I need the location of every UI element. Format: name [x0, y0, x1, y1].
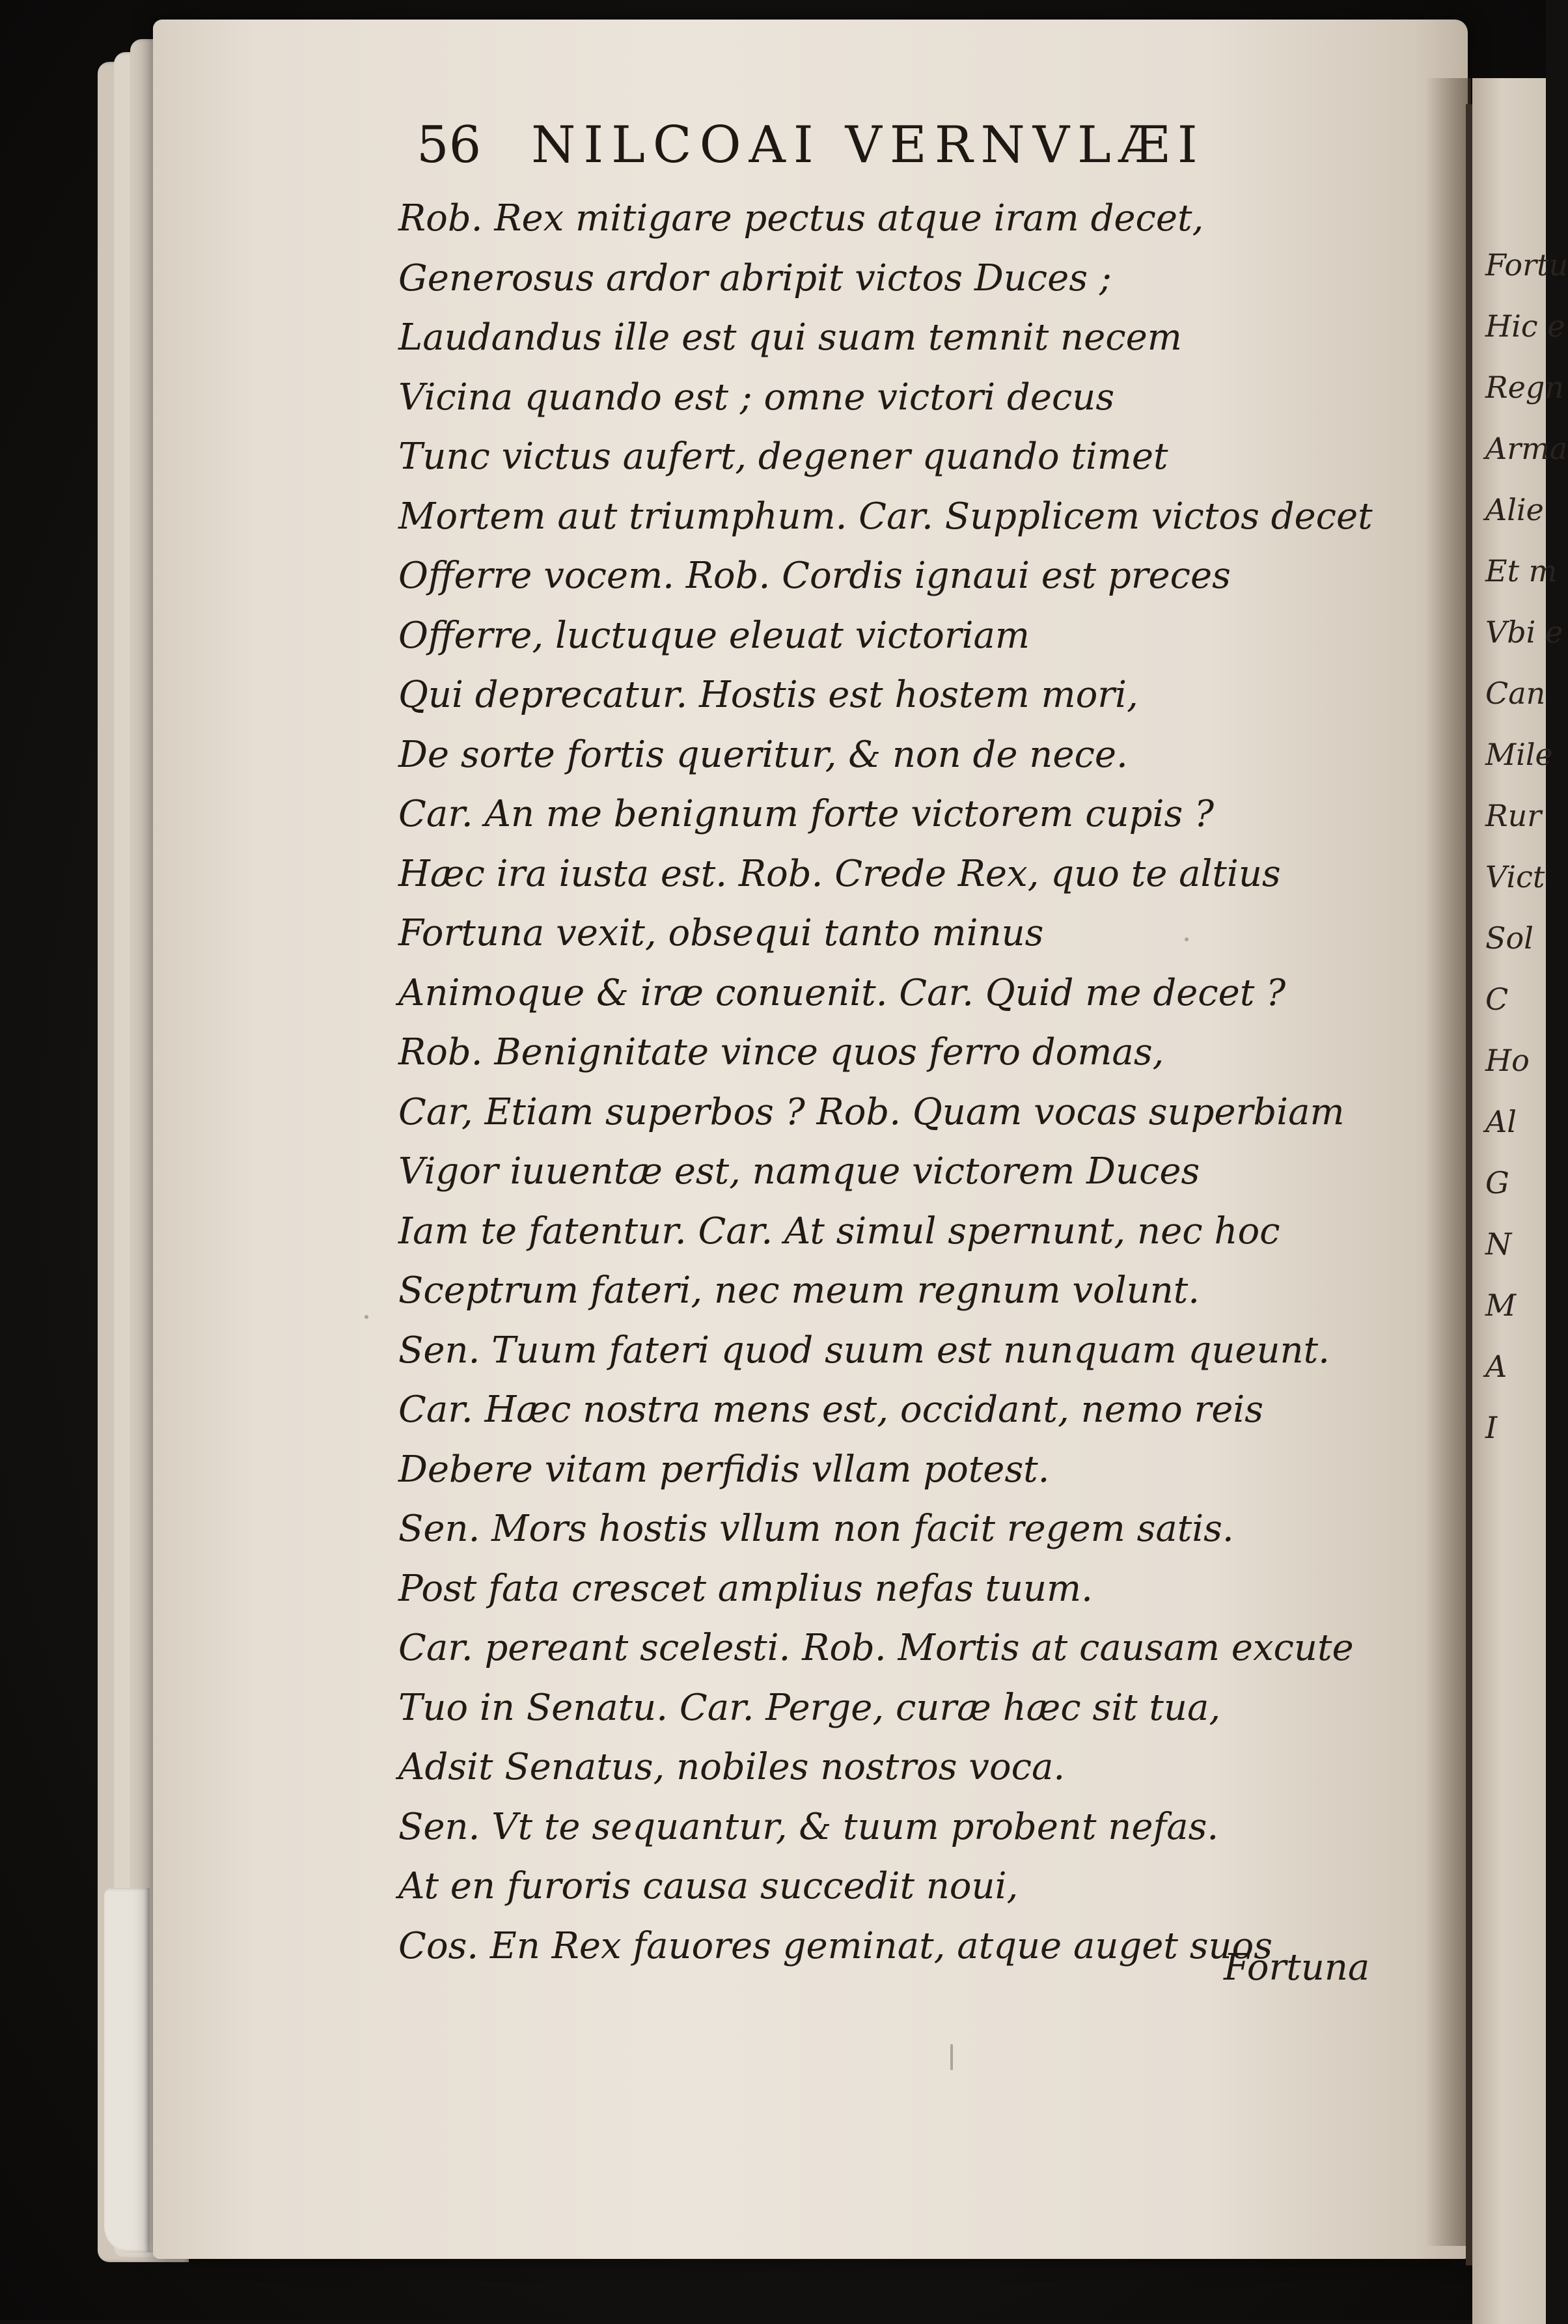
verse-line: Sen. Mors hostis vllum non facit regem satis. [398, 1508, 1234, 1550]
verse-line: Qui deprecatur. Hostis est hostem mori, [398, 674, 1138, 716]
verse-line: Offerre, luctuque eleuat victoriam [398, 614, 1030, 657]
verse-line: Cos. En Rex fauores geminat, atque auget suos [398, 1924, 1272, 1967]
verse-line: At en furoris causa succedit noui, [398, 1865, 1019, 1907]
facing-line-fragment: Alie [1485, 492, 1544, 527]
verse-line: Vicina quando est ; omne victori decus [398, 376, 1115, 419]
verse-block [398, 189, 1440, 1976]
facing-line-fragment: Can [1485, 676, 1546, 711]
facing-line-fragment: Vbi e [1485, 615, 1563, 650]
verse-line: Tuo in Senatu. Car. Perge, curæ hæc sit tua, [398, 1686, 1221, 1729]
facing-line-fragment: Sol [1485, 920, 1534, 956]
facing-line-fragment: Mile [1485, 737, 1553, 772]
paper-speck [1185, 937, 1189, 941]
facing-line-fragment: C [1485, 982, 1509, 1017]
verse-line: Debere vitam perfidis vllam potest. [398, 1448, 1050, 1491]
verse-line: Sen. Tuum fateri quod suum est nunquam queunt. [398, 1329, 1330, 1372]
facing-line-fragment: Ho [1485, 1043, 1530, 1078]
verse-line: Car. Hæc nostra mens est, occidant, nemo reis [398, 1389, 1264, 1431]
facing-line-fragment: Regn [1485, 370, 1564, 405]
facing-line-fragment: N [1485, 1226, 1512, 1262]
page-number: 56 [417, 116, 482, 174]
facing-line-fragment: Al [1485, 1104, 1517, 1139]
verse-line: Animoque & iræ conuenit. Car. Quid me decet ? [398, 971, 1286, 1014]
verse-line: Laudandus ille est qui suam temnit necem [398, 316, 1182, 359]
verse-line: Car, Etiam superbos ? Rob. Quam vocas superbiam [398, 1090, 1345, 1133]
verse-line: Vigor iuuentæ est, namque victorem Duces [398, 1150, 1200, 1193]
paper-mark [950, 2044, 953, 2070]
verse-line: Sceptrum fateri, nec meum regnum volunt. [398, 1269, 1200, 1312]
verse-line: Car. An me benignum forte victorem cupis ? [398, 793, 1214, 835]
facing-line-fragment: Rur [1485, 798, 1542, 833]
verse-line: Tunc victus aufert, degener quando timet [398, 436, 1168, 478]
verse-line: Mortem aut triumphum. Car. Supplicem victos decet [398, 495, 1373, 538]
verse-line: Car. pereant scelesti. Rob. Mortis at causam excute [398, 1627, 1354, 1669]
running-head [417, 116, 1367, 174]
facing-line-fragment: I [1485, 1410, 1498, 1445]
facing-line-fragment: Hic e [1485, 309, 1565, 344]
verse-line: De sorte fortis queritur, & non de nece. [398, 733, 1128, 776]
facing-line-fragment: Et m [1485, 553, 1558, 588]
facing-line-fragment: Fortu [1485, 247, 1568, 283]
verse-line: Adsit Senatus, nobiles nostros voca. [398, 1746, 1066, 1788]
verse-line: Rob. Benignitate vince quos ferro domas, [398, 1031, 1164, 1073]
verse-line: Offerre vocem. Rob. Cordis ignaui est preces [398, 555, 1231, 597]
facing-line-fragment: Arma [1485, 431, 1568, 466]
verse-line: Fortuna vexit, obsequi tanto minus [398, 912, 1044, 954]
facing-line-fragment: A [1485, 1349, 1507, 1384]
vellum-cover-corner [104, 1888, 150, 2252]
running-title: NILCOAI VERNVLÆI [531, 116, 1205, 174]
facing-line-fragment: Vict [1485, 859, 1545, 894]
paper-speck [364, 1315, 368, 1319]
binding-gutter [1466, 104, 1472, 2265]
verse-line: Post fata crescet amplius nefas tuum. [398, 1567, 1093, 1610]
verse-line: Sen. Vt te sequantur, & tuum probent nefas. [398, 1805, 1219, 1848]
catchword: Fortuna [1224, 1946, 1370, 1989]
facing-line-fragment: M [1485, 1288, 1517, 1323]
verse-line: Generosus ardor abripit victos Duces ; [398, 256, 1112, 299]
facing-page-text [1485, 234, 1568, 1458]
verse-line: Rob. Rex mitigare pectus atque iram decet, [398, 197, 1204, 240]
verse-line: Hæc ira iusta est. Rob. Crede Rex, quo te altius [398, 852, 1281, 895]
facing-line-fragment: G [1485, 1165, 1509, 1200]
verse-line: Iam te fatentur. Car. At simul spernunt, nec hoc [398, 1210, 1280, 1252]
